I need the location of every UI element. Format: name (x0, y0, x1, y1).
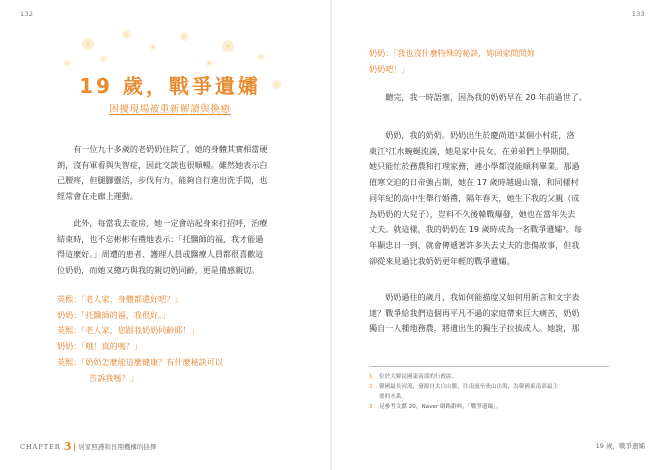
dialogue-line: 告訴我嗎？」 (89, 372, 138, 383)
text-line: 奶奶，我的奶奶。奶奶出生於慶尚道¹某個小村莊，洛 (369, 130, 575, 140)
text-line: 位奶奶，而她又總巧與我的親切奶同齡，更是備感親切。 (57, 265, 260, 276)
blossom-icon (180, 32, 189, 41)
dialogue-line: 奶奶：「托醫師的福，我很好。」 (57, 309, 171, 320)
chapter-number: 3 (63, 440, 72, 453)
blossom-icon (122, 30, 131, 39)
text-line: 經常會在走廊上運動。 (57, 191, 138, 202)
dialogue-line: 英熙：「老人家，您跟我奶奶同齡耶！」 (57, 325, 199, 336)
blossom-icon (82, 38, 94, 50)
footnote-text: 要的水系。 (379, 394, 407, 400)
footnote-number: 3 (369, 404, 373, 410)
chapter-footer-title: 居家照護和長期機構的抉擇 (78, 443, 157, 451)
footnote-rule (369, 366, 609, 367)
text-line: 東江²江水蜿蜒流淌，她是家中長女，在弟弟們上學期間， (369, 145, 575, 156)
footnotes (369, 372, 609, 412)
footnote (369, 372, 609, 382)
text-line: 此外，每當我去查房，她一定會站起身來打招呼，治療 (57, 218, 268, 228)
blossom-icon (206, 60, 212, 66)
quote-block (369, 46, 609, 77)
page-number-left: 132 (20, 10, 34, 18)
footer-chapter (20, 440, 156, 453)
dialogue-line: 奶奶：「哦！真的嗎？」 (57, 341, 142, 352)
blossom-icon (258, 54, 264, 60)
dialogue-line: 奶奶吧！」 (369, 63, 410, 74)
divider (74, 443, 75, 451)
text-line: 朗，沒有軍看與失智症，因此交談也很順暢。雖然她表示白 (57, 159, 268, 170)
blossom-icon (150, 44, 156, 50)
blossom-icon (64, 60, 70, 66)
footnote-text: 位於大韓民國東南部的行政區。 (379, 374, 458, 380)
dialogue-line: 奶奶：「我也沒什麼特殊的秘訣，妳回家問問妳 (369, 48, 535, 58)
text-line: 同年紀的高中生舉行婚禮，隔年春天，她生下我的父親（成 (369, 192, 580, 203)
page-number-right: 133 (631, 10, 645, 18)
chapter-title: 19 歲，戰爭遺孀 (79, 74, 261, 98)
dialogue-line: 英熙：「老人家，身體都還好吧？」 (57, 294, 183, 304)
footnote (369, 402, 609, 412)
text-line: 年顯忠日一到，就會傳遞著許多失去丈夫的悲傷故事，但我 (369, 239, 580, 250)
blossom-icon (100, 56, 106, 62)
blossom-icon (222, 40, 234, 52)
paragraph-1 (57, 142, 289, 205)
text-line: 聽完，我一時語塞，因為我的奶奶早在 20 年前過世了。 (369, 92, 587, 102)
text-line: 獨自一人種地務農，將遺出生的獨生子拉拔成人。她說，那 (369, 323, 580, 334)
dialogue-block (57, 292, 289, 386)
footnote (369, 392, 609, 402)
paragraph-4 (369, 128, 609, 269)
footnote-text: 見參考文獻 20，Naver 網路辭典，「戰爭遺孀」。 (379, 404, 502, 410)
footnote (369, 382, 609, 392)
text-line: 卻從來見過比我奶奶更年輕的戰爭遺孀。 (369, 255, 515, 266)
footnote-number (369, 392, 375, 402)
text-line: 結束時，也不忘彬彬有禮地表示：「托醫師的福，我才能過 (57, 233, 264, 244)
text-line: 丈夫。就這樣，我的奶奶在 19 歲時成為一名戰爭遺孀³。每 (369, 224, 582, 235)
text-line: 己腰疼，但腿腳靈活，步伐有力，能夠自行進出洗手間，也 (57, 175, 268, 186)
text-line: 達？戰爭給我們這個再平凡不過的家庭帶來巨大痛苦，奶奶 (369, 307, 580, 318)
text-line: 她只能忙於務農和打理家務，連小學都沒能順利畢業。那過 (369, 161, 580, 172)
text-line: 值寒交迫的日帝強占期，她在 17 歲時越過山嶺，和同樣村 (369, 177, 579, 188)
chapter-subtitle: 困擾現場被重新解讀與換癒 (109, 104, 231, 115)
dialogue-line: 英熙：「奶奶怎麼能這麼健康？有什麼秘訣可以 (57, 356, 223, 367)
footnote-number: 1 (369, 374, 373, 380)
text-line: 有一位九十多歲的老奶奶住院了，她的身體其實相當硬 (57, 144, 268, 154)
text-line: 為奶奶的大兒子），豈料不久後韓戰爆發，她也在當年失去 (369, 208, 576, 219)
text-line: 得這麼好。」周遭的患者、護理人員或醫療人員都很喜歡這 (57, 249, 264, 260)
chapter-label: CHAPTER (20, 442, 61, 451)
running-title: 19 歲，戰爭遺孀 (595, 442, 645, 450)
paragraph-3 (369, 90, 609, 106)
paragraph-2 (57, 216, 289, 279)
footnote-number: 2 (369, 384, 373, 390)
footnote-text: 韓國最長河流，發源自太白山脈，往南流至釜山出海，為韓國東南部最主 (379, 384, 559, 390)
left-page (0, 0, 331, 470)
paragraph-5 (369, 290, 609, 337)
text-line: 奶奶過往的歲月，我如何能描度又如何用新言和文字表 (369, 292, 580, 302)
